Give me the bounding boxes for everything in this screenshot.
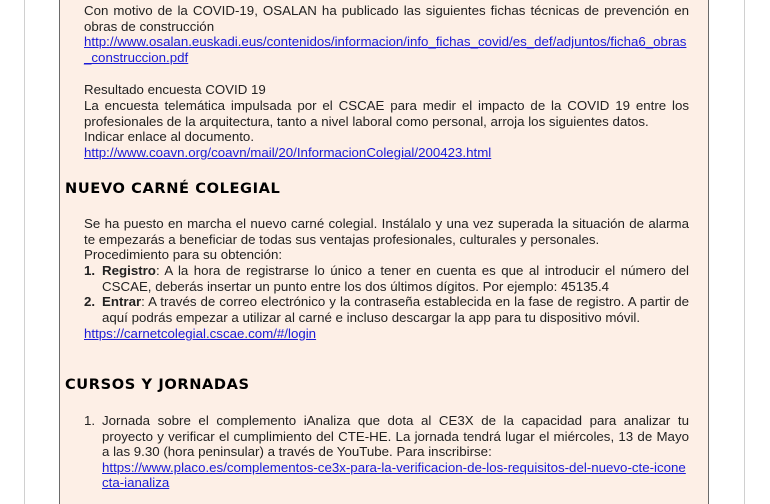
step-title: Entrar	[102, 294, 142, 309]
survey-note: Indicar enlace al documento.	[84, 129, 255, 144]
step-number: 2.	[84, 294, 96, 309]
carne-heading: NUEVO CARNÉ COLEGIAL	[65, 180, 281, 197]
survey-text: La encuesta telemática impulsada por el CSCAE para medir el impacto de la COVID 19 entre los profesionales de la arquitectura, tanto a nivel laboral como personal, arroja los siguientes datos.	[84, 98, 689, 129]
step-title: Registro	[102, 263, 156, 278]
step-text: : A través de correo electrónico y la contraseña establecida en la fase de registro. A partir de aquí podrás empezar a utilizar al carné e incluso descargar la app para tu dispositivo móvil.	[102, 294, 689, 325]
carne-step-registro	[84, 263, 689, 294]
osalan-link-wrap	[84, 34, 689, 65]
survey-link-wrap	[84, 145, 689, 161]
carne-intro: Se ha puesto en marcha el nuevo carné colegial. Instálalo y una vez superada la situación de alarma te empezarás a beneficiar de todas sus ventajas profesionales, culturales y personales.	[84, 216, 689, 247]
step-number: 1.	[84, 263, 96, 278]
cursos-item-ianaliza	[84, 413, 689, 491]
cursos-heading: CURSOS Y JORNADAS	[65, 376, 250, 393]
carne-link[interactable]: https://carnetcolegial.cscae.com/#/login	[84, 326, 317, 341]
item-body	[102, 413, 689, 491]
step-body	[102, 263, 689, 294]
osalan-intro: Con motivo de la COVID-19, OSALAN ha publicado las siguientes fichas técnicas de prevención en obras de construcción	[84, 3, 689, 34]
item-text: Jornada sobre el complemento iAnaliza que dota al CE3X de la capacidad para analizar tu proyecto y verificar el cumplimiento del CTE-HE. La jornada tendrá lugar el miércoles, 13 de Mayo a las 9.30 (hora peninsular) a través de YouTube. Para inscribirse:	[102, 413, 689, 460]
ianaliza-link[interactable]: https://www.placo.es/complementos-ce3x-para-la-verificacion-de-los-requisitos-del-nuevo-cte-iconecta-ianaliza	[102, 459, 686, 491]
item-number: 1.	[84, 413, 96, 428]
carne-procedure: Procedimiento para su obtención:	[84, 247, 283, 262]
osalan-link[interactable]: http://www.osalan.euskadi.eus/contenidos/informacion/info_fichas_covid/es_def/adjuntos/ficha6_obras_construccion.pdf	[84, 34, 687, 65]
step-text: : A la hora de registrarse lo único a tener en cuenta es que al introducir el número del CSCAE, deberás insertar un punto entre los dos últimos dígitos. Por ejemplo: 45135.4	[102, 263, 689, 294]
survey-link[interactable]: http://www.coavn.org/coavn/mail/20/InformacionColegial/200423.html	[84, 145, 492, 160]
step-body	[102, 294, 689, 325]
carne-link-wrap	[84, 326, 689, 342]
carne-step-entrar	[84, 294, 689, 325]
survey-title: Resultado encuesta COVID 19	[84, 82, 266, 97]
